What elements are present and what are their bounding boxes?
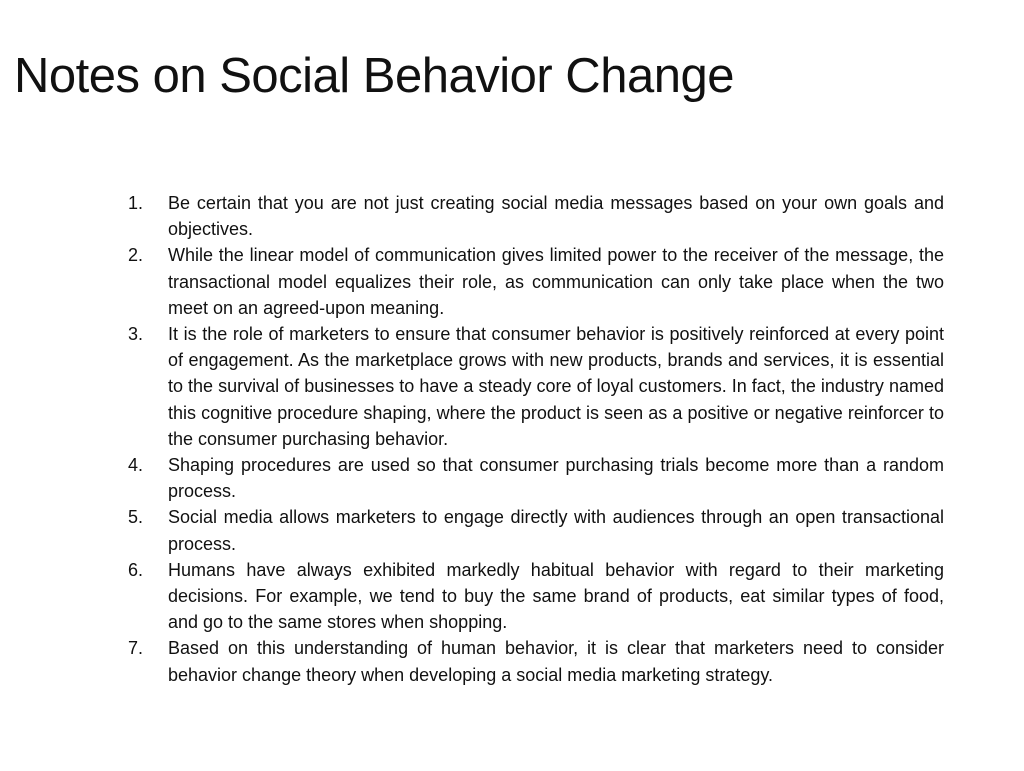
note-text: It is the role of marketers to ensure that consumer behavior is positively reinforced at every point of engagement. As the marketplace grows with new products, brands and services, it is essential to the survival of businesses to have a steady core of loyal customers. In fact, the industry named this cognitive procedure shaping, where the product is seen as a positive or negative reinforcer to the consumer purchasing behavior. (168, 324, 944, 449)
note-number: 2. (128, 245, 144, 266)
note-item-7 (128, 635, 944, 687)
note-item-3 (128, 321, 944, 452)
note-item-4 (128, 452, 944, 504)
note-number: 6. (128, 559, 144, 580)
note-text: Shaping procedures are used so that consumer purchasing trials become more than a random process. (168, 455, 944, 502)
slide-title: Notes on Social Behavior Change (14, 49, 734, 103)
notes-list (128, 190, 944, 688)
note-text: While the linear model of communication gives limited power to the receiver of the message, the transactional model equalizes their role, as communication can only take place when the two meet on an agreed-upon meaning. (168, 245, 944, 318)
note-item-2 (128, 242, 944, 321)
note-text: Based on this understanding of human behavior, it is clear that marketers need to consider behavior change theory when developing a social media marketing strategy. (168, 638, 944, 685)
note-item-6 (128, 557, 944, 636)
note-number: 4. (128, 455, 144, 476)
note-item-1 (128, 190, 944, 242)
note-text: Social media allows marketers to engage directly with audiences through an open transactional process. (168, 507, 944, 554)
note-number: 5. (128, 507, 144, 528)
note-text: Be certain that you are not just creating social media messages based on your own goals and objectives. (168, 193, 944, 240)
note-text: Humans have always exhibited markedly habitual behavior with regard to their marketing decisions. For example, we tend to buy the same brand of products, eat similar types of food, and go to the same stores when shopping. (168, 559, 944, 633)
note-number: 1. (128, 193, 144, 213)
note-number: 3. (128, 324, 144, 345)
note-number: 7. (128, 638, 144, 659)
note-item-5 (128, 504, 944, 556)
